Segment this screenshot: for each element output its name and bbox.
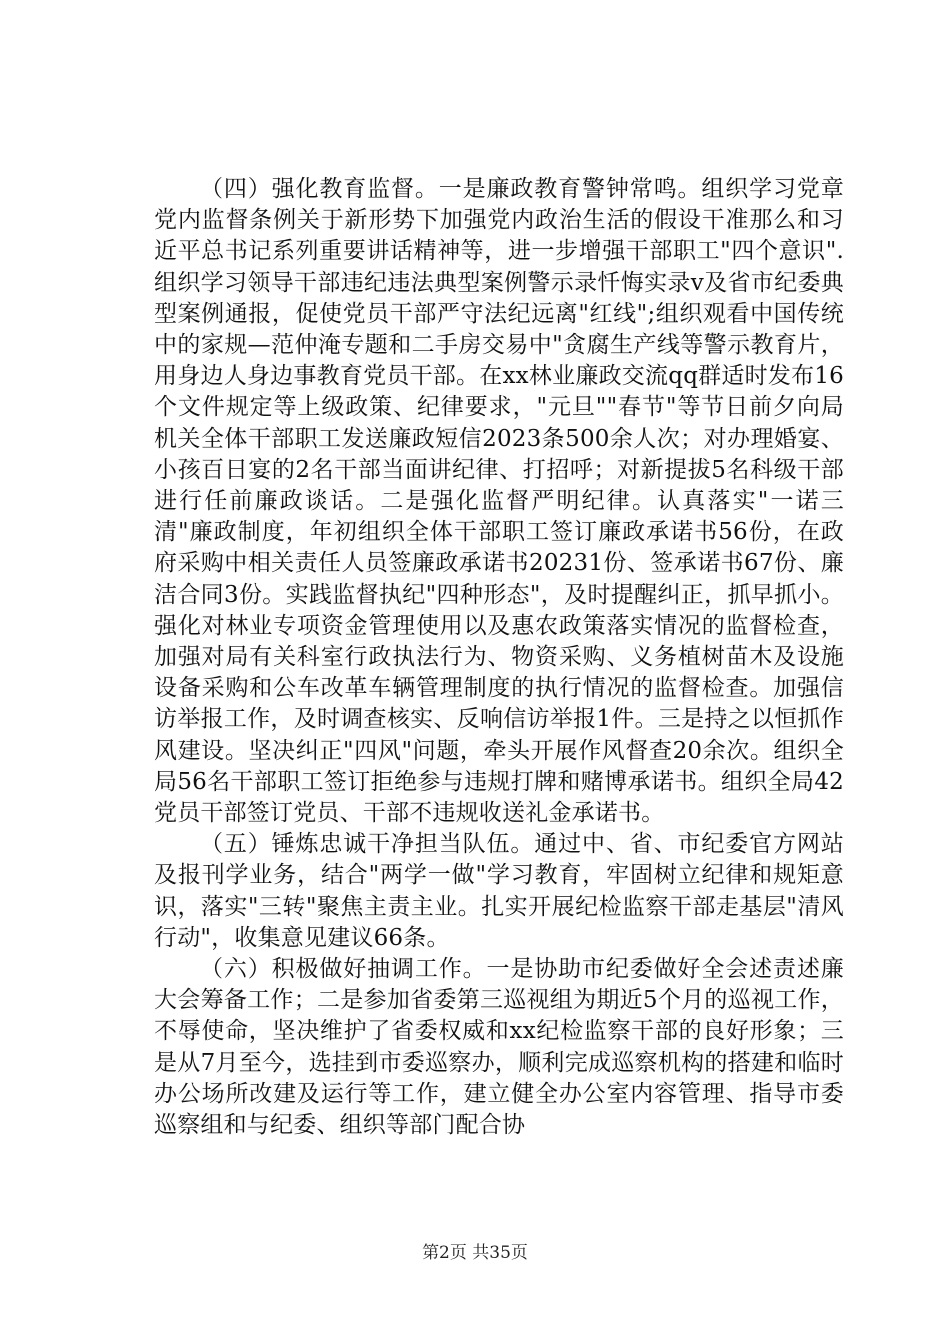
page-footer <box>0 1242 950 1264</box>
paragraph-education-supervision: （四）强化教育监督。一是廉政教育警钟常鸣。组织学习党章党内监督条例关于新形势下加强党内政治生活的假设干准那么和习近平总书记系列重要讲话精神等，进一步增强干部职工"四个意识".组织学习领导干部违纪违法典型案例警示录忏悔实录v及省市纪委典型案例通报，促使党员干部严守法纪远离"红线";组织观看中国传统中的家规—范仲淹专题和二手房交易中"贪腐生产线等警示教育片，用身边人身边事教育党员干部。在xx林业廉政交流qq群适时发布16个文件规定等上级政策、纪律要求，"元旦""春节"等节日前夕向局机关全体干部职工发送廉政短信2023条500余人次；对办理婚宴、小孩百日宴的2名干部当面讲纪律、打招呼；对新提拔5名科级干部进行任前廉政谈话。二是强化监督严明纪律。认真落实"一诺三清"廉政制度，年初组织全体干部职工签订廉政承诺书56份，在政府采购中相关责任人员签廉政承诺书20231份、签承诺书67份、廉洁合同3份。实践监督执纪"四种形态"，及时提醒纠正，抓早抓小。强化对林业专项资金管理使用以及惠农政策落实情况的监督检查，加强对局有关科室行政执法行为、物资采购、义务植树苗木及设施设备采购和公车改革车辆管理制度的执行情况的监督检查。加强信访举报工作，及时调查核实、反响信访举报1件。三是持之以恒抓作风建设。坚决纠正"四风"问题，牵头开展作风督查20余次。组织全局56名干部职工签订拒绝参与违规打牌和赌博承诺书。组织全局42党员干部签订党员、干部不违规收送礼金承诺书。 <box>154 176 844 827</box>
paragraph-team-building: （五）锤炼忠诚干净担当队伍。通过中、省、市纪委官方网站及报刊学业务，结合"两学一做"学习教育，牢固树立纪律和规矩意识，落实"三转"聚焦主责主业。扎实开展纪检监察干部走基层"清风行动"，收集意见建议66条。 <box>154 831 844 951</box>
paragraph-secondment-work: （六）积极做好抽调工作。一是协助市纪委做好全会述责述廉大会筹备工作；二是参加省委第三巡视组为期近5个月的巡视工作，不辱使命，坚决维护了省委权威和xx纪检监察干部的良好形象；三是从7月至今，选挂到市委巡察办，顺利完成巡察机构的搭建和临时办公场所改建及运行等工作，建立健全办公室内容管理、指导市委巡察组和与纪委、组织等部门配合协 <box>154 956 844 1139</box>
document-body <box>154 174 844 1141</box>
page-number: 第2页 共35页 <box>422 1243 528 1263</box>
